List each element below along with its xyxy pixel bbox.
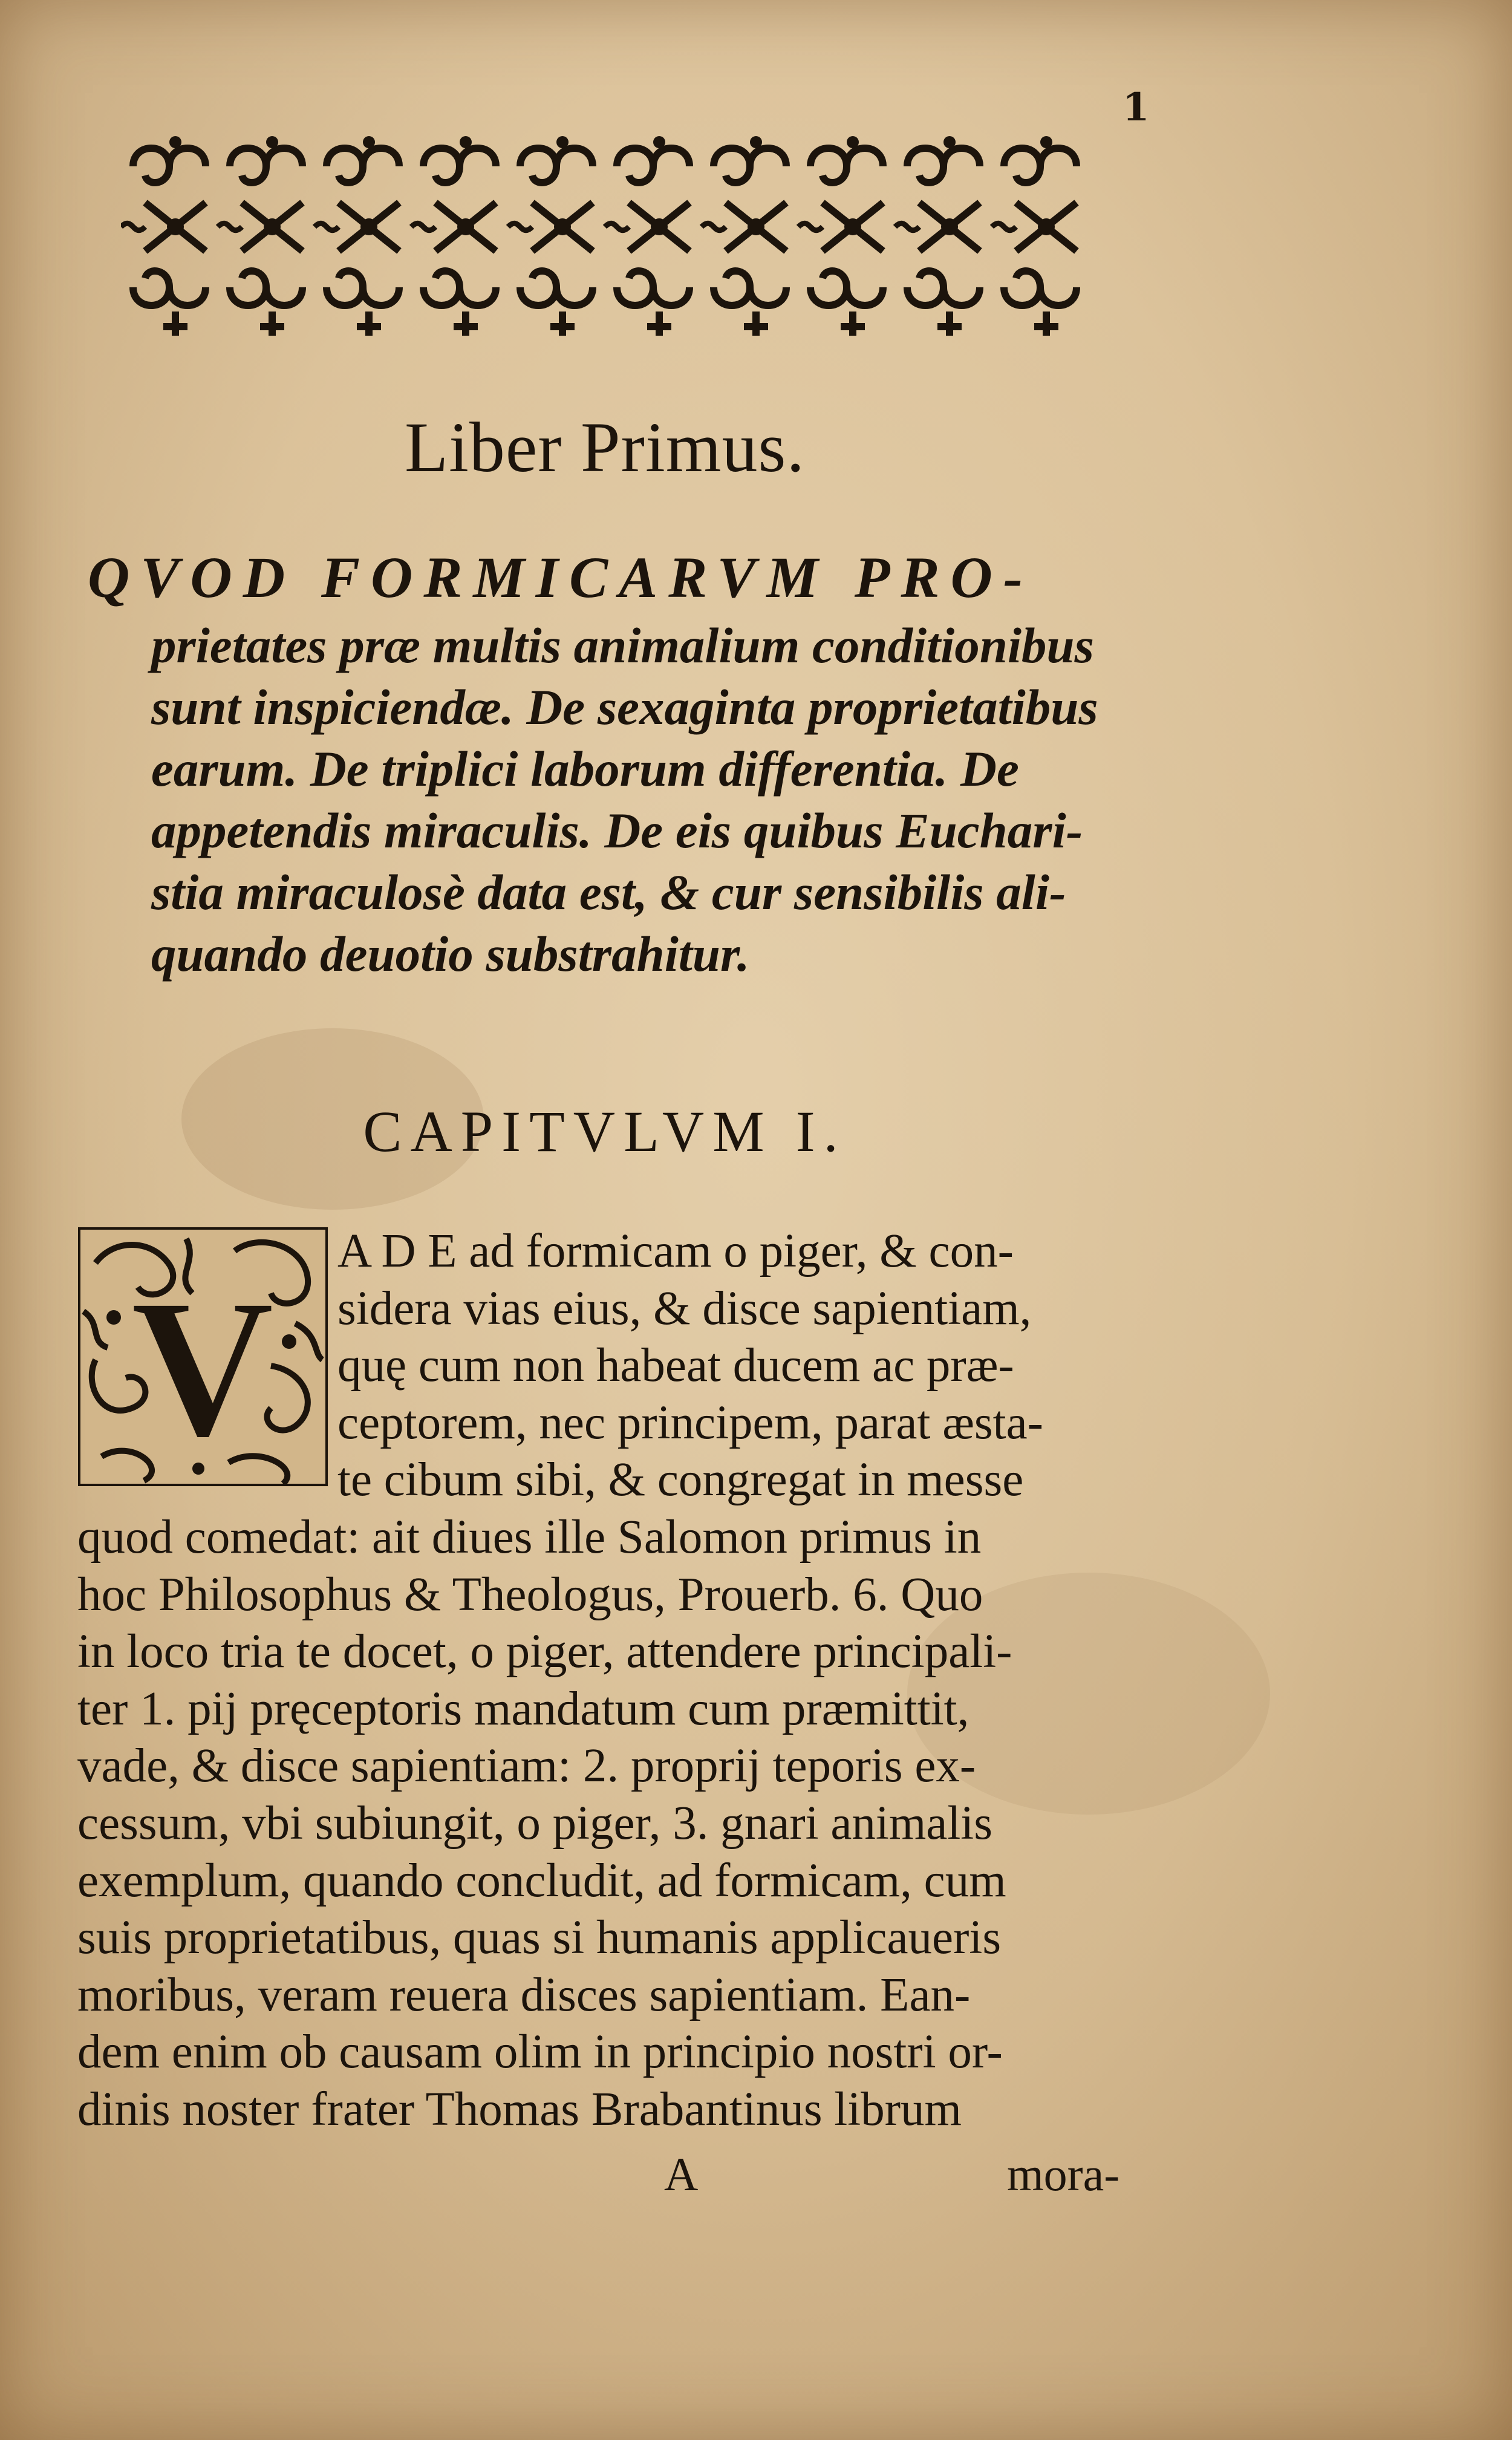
text-line: sidera vias eius, & disce sapientiam, <box>337 1282 1032 1335</box>
text-line: dem enim ob causam olim in principio nostri or- <box>77 2026 1003 2079</box>
summary-line: stia miraculosè data est, & cur sensibilis ali- <box>151 864 1066 920</box>
catchword: mora- <box>1007 2148 1120 2200</box>
text-line: quod comedat: ait diues ille Salomon primus in <box>77 1510 982 1564</box>
text-line: ceptorem, nec principem, parat æsta- <box>337 1396 1043 1449</box>
book-title: Liber Primus. <box>405 408 805 487</box>
summary-line: QVOD FORMICARVM PRO- <box>88 545 1034 610</box>
summary-line: quando deuotio substrahitur. <box>151 926 750 982</box>
summary-line: prietates præ multis animalium conditionibus <box>151 618 1094 673</box>
text-line: quę cum non habeat ducem ac præ- <box>337 1339 1014 1392</box>
summary-line: earum. De triplici laborum differentia. De <box>151 741 1019 797</box>
text-line: ter 1. pij pręceptoris mandatum cum præmittit, <box>77 1682 969 1735</box>
chapter-heading: CAPITVLVM I. <box>363 1099 847 1164</box>
text-line: A D E ad formicam o piger, & con- <box>337 1225 1014 1277</box>
page-number: 1 <box>1123 85 1151 130</box>
summary-line: appetendis miraculis. De eis quibus Euchari- <box>151 803 1083 858</box>
text-line: moribus, veram reuera disces sapientiam. Ean- <box>77 1968 971 2021</box>
text-line: hoc Philosophus & Theologus, Prouerb. 6. Quo <box>77 1568 983 1621</box>
text-line: vade, & disce sapientiam: 2. proprij teporis ex- <box>77 1740 976 1793</box>
text-line: in loco tria te docet, o piger, attendere principali- <box>77 1625 1012 1678</box>
summary-line: sunt inspiciendæ. De sexaginta proprietatibus <box>151 679 1098 735</box>
text-line: suis proprietatibus, quas si humanis applicaueris <box>77 1911 1002 1965</box>
initial-letter: V <box>130 1258 275 1479</box>
body-text <box>77 1223 1154 2139</box>
text-line: dinis noster frater Thomas Brabantinus librum <box>77 2083 962 2136</box>
ornamental-headpiece <box>121 130 1113 360</box>
signature-mark: A <box>664 2148 699 2200</box>
text-line: cessum, vbi subiungit, o piger, 3. gnari animalis <box>77 1796 992 1850</box>
text-line: te cibum sibi, & congregat in messe <box>337 1453 1024 1507</box>
chapter-summary <box>88 544 1182 985</box>
text-line: exemplum, quando concludit, ad formicam, cum <box>77 1854 1006 1907</box>
